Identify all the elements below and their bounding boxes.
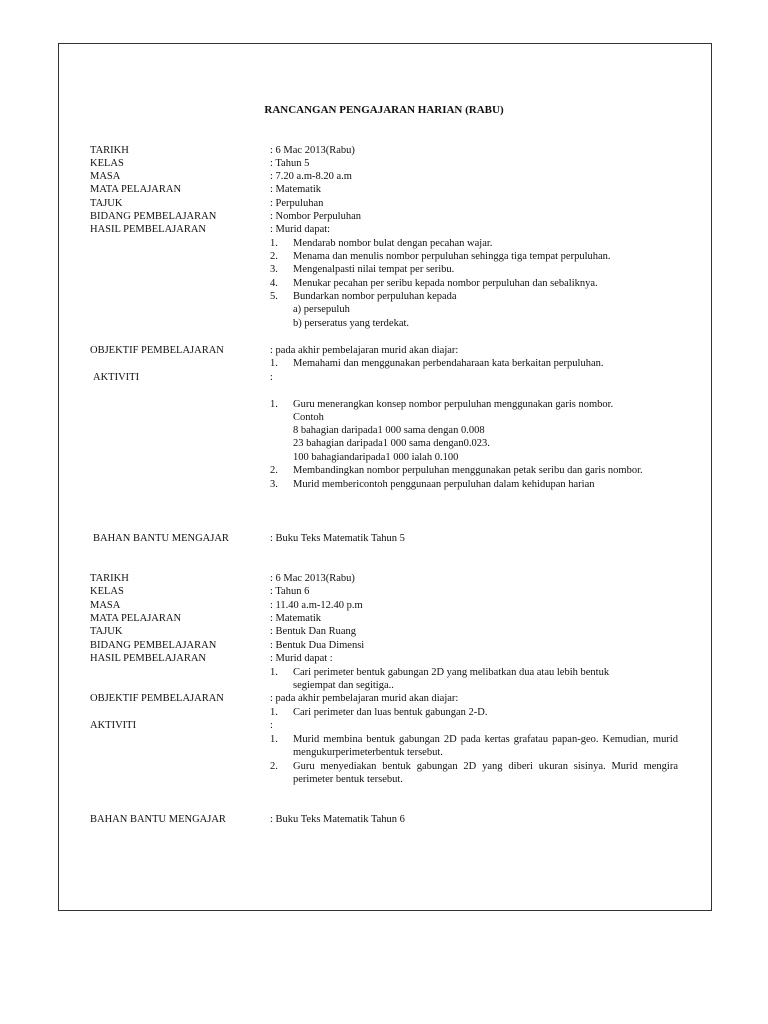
l2-tajuk-value: : Bentuk Dan Ruang (270, 626, 357, 637)
list-item: Mendarab nombor bulat dengan pecahan wajar. (293, 238, 493, 249)
l1-hasil-value: : Murid dapat: (270, 224, 331, 235)
l1-masa-label: MASA (90, 171, 121, 182)
list-number: 1. (270, 667, 278, 678)
l1-tajuk-label: TAJUK (90, 198, 123, 209)
list-item: Menukar pecahan per seribu kepada nombor perpuluhan dan sebaliknya. (293, 278, 598, 289)
l2-kelas-label: KELAS (90, 586, 124, 597)
l1-kelas-value: : Tahun 5 (270, 158, 310, 169)
contoh-line: 8 bahagian daripada1 000 sama dengan 0.008 (293, 425, 485, 436)
list-item: Murid membina bentuk gabungan 2D pada kertas grafatau papan-geo. Kemudian, murid mengukurperimeterbentuk tersebut. (293, 734, 678, 759)
l2-hasil-value: : Murid dapat : (270, 653, 333, 664)
l2-objektif-label: OBJEKTIF PEMBELAJARAN (90, 693, 224, 704)
l2-hasil-label: HASIL PEMBELAJARAN (90, 653, 206, 664)
l1-bidang-label: BIDANG PEMBELAJARAN (90, 211, 217, 222)
l1-mata-value: : Matematik (270, 184, 322, 195)
document-title: RANCANGAN PENGAJARAN HARIAN (RABU) (264, 104, 504, 116)
l1-bahan-value: : Buku Teks Matematik Tahun 5 (270, 533, 405, 544)
list-number: 3. (270, 479, 278, 490)
list-item: Memahami dan menggunakan perbendaharaan kata berkaitan perpuluhan. (293, 358, 604, 369)
l2-tarikh-label: TARIKH (90, 573, 129, 584)
l1-hasil-label: HASIL PEMBELAJARAN (90, 224, 206, 235)
list-item: Mengenalpasti nilai tempat per seribu. (293, 264, 455, 275)
l2-aktiviti-value: : (270, 720, 273, 731)
contoh-line: 100 bahagiandaripada1 000 ialah 0.100 (293, 452, 459, 463)
l1-tajuk-value: : Perpuluhan (270, 198, 324, 209)
l1-aktiviti-label: AKTIVITI (93, 372, 140, 383)
l2-mata-label: MATA PELAJARAN (90, 613, 182, 624)
l2-kelas-value: : Tahun 6 (270, 586, 310, 597)
l1-bidang-value: : Nombor Perpuluhan (270, 211, 361, 222)
list-number: 1. (270, 399, 278, 410)
l2-masa-value: : 11.40 a.m-12.40 p.m (270, 600, 363, 611)
list-number: 1. (270, 707, 278, 718)
sub-list-item: b) perseratus yang terdekat. (293, 318, 410, 329)
l1-masa-value: : 7.20 a.m-8.20 a.m (270, 171, 352, 182)
l1-mata-label: MATA PELAJARAN (90, 184, 182, 195)
l1-kelas-label: KELAS (90, 158, 124, 169)
list-item: Murid membericontoh penggunaan perpuluhan dalam kehidupan harian (293, 479, 595, 490)
l2-masa-label: MASA (90, 600, 121, 611)
list-item: Cari perimeter bentuk gabungan 2D yang melibatkan dua atau lebih bentuk segiempat dan segitiga.. (293, 667, 610, 692)
list-number: 4. (270, 278, 278, 289)
contoh-line: Contoh (293, 412, 324, 423)
list-number: 1. (270, 358, 278, 369)
l2-aktiviti-label: AKTIVITI (90, 720, 137, 731)
list-number: 2. (270, 251, 278, 262)
list-item: Bundarkan nombor perpuluhan kepada (293, 291, 457, 302)
l2-bidang-value: : Bentuk Dua Dimensi (270, 640, 365, 651)
l2-bidang-label: BIDANG PEMBELAJARAN (90, 640, 217, 651)
l2-tarikh-value: : 6 Mac 2013(Rabu) (270, 573, 355, 584)
list-item: Membandingkan nombor perpuluhan menggunakan petak seribu dan garis nombor. (293, 465, 643, 476)
list-number: 3. (270, 264, 278, 275)
list-item: Guru menerangkan konsep nombor perpuluhan menggunakan garis nombor. (293, 399, 614, 410)
list-item: Cari perimeter dan luas bentuk gabungan 2-D. (293, 707, 488, 718)
list-number: 1. (270, 734, 278, 745)
l2-bahan-value: : Buku Teks Matematik Tahun 6 (270, 814, 405, 825)
l2-bahan-label: BAHAN BANTU MENGAJAR (90, 814, 226, 825)
list-number: 5. (270, 291, 278, 302)
l1-aktiviti-value: : (270, 372, 273, 383)
l2-objektif-value: : pada akhir pembelajaran murid akan diajar: (270, 693, 459, 704)
contoh-line: 23 bahagian daripada1 000 sama dengan0.023. (293, 438, 490, 449)
l2-tajuk-label: TAJUK (90, 626, 123, 637)
sub-list-item: a) persepuluh (293, 304, 350, 315)
list-item: Menama dan menulis nombor perpuluhan sehingga tiga tempat perpuluhan. (293, 251, 611, 262)
l1-objektif-label: OBJEKTIF PEMBELAJARAN (90, 345, 224, 356)
l1-tarikh-value: : 6 Mac 2013(Rabu) (270, 145, 355, 156)
list-item: Guru menyediakan bentuk gabungan 2D yang diberi ukuran sisinya. Murid mengira perimeter bentuk tersebut. (293, 761, 678, 786)
l1-tarikh-label: TARIKH (90, 145, 129, 156)
list-number: 2. (270, 465, 278, 476)
l1-objektif-value: : pada akhir pembelajaran murid akan diajar: (270, 345, 459, 356)
l2-mata-value: : Matematik (270, 613, 322, 624)
l1-bahan-label: BAHAN BANTU MENGAJAR (93, 533, 229, 544)
list-number: 1. (270, 238, 278, 249)
list-number: 2. (270, 761, 278, 772)
